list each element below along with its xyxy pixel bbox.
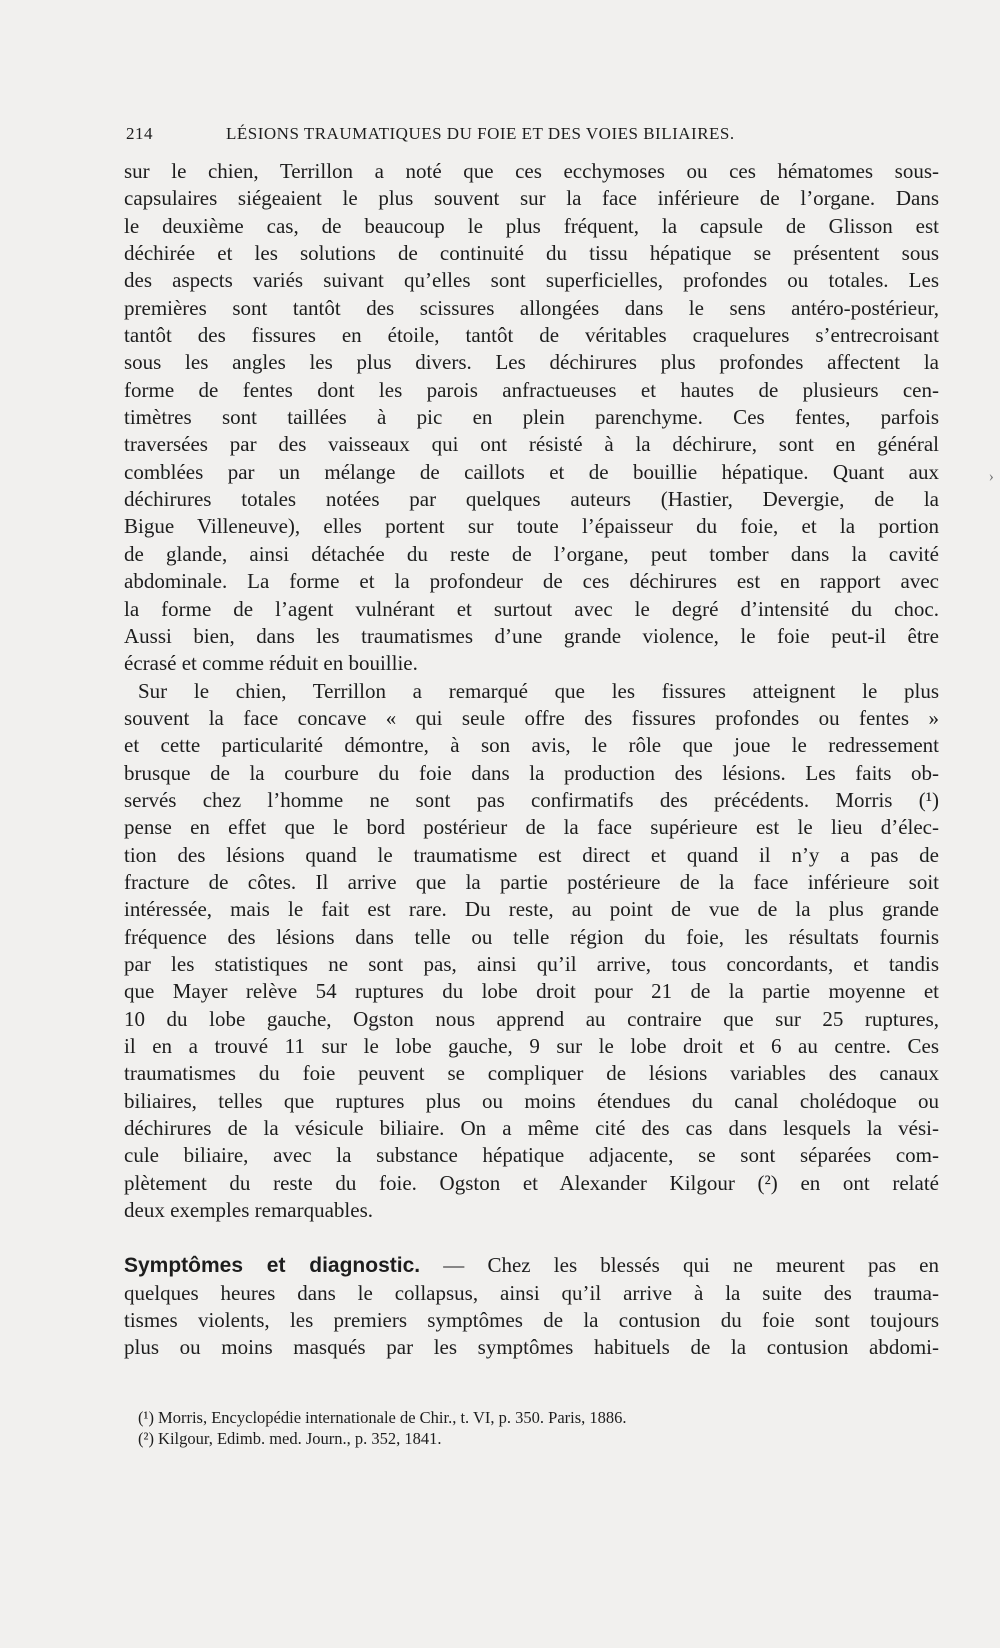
text-line: tion des lésions quand le traumatisme est direct et quand il n’y a pas de <box>124 842 939 867</box>
text-line: le deuxième cas, de beaucoup le plus fréquent, la capsule de Glisson est <box>124 213 939 238</box>
text-line: biliaires, telles que ruptures plus ou moins étendues du canal cholédoque ou <box>124 1088 939 1113</box>
text-line: capsulaires siégeaient le plus souvent sur la face inférieure de l’organe. Dans <box>124 186 939 211</box>
text-line: écrasé et comme réduit en bouillie. <box>124 651 418 676</box>
text-line: Bigue Villeneuve), elles portent sur toute l’épaisseur du foie, et la portion <box>124 514 939 539</box>
text-line: timètres sont taillées à pic en plein parenchyme. Ces fentes, parfois <box>124 405 939 430</box>
text-line: déchirures totales notées par quelques auteurs (Hastier, Devergie, de la <box>124 487 939 512</box>
text-line: tismes violents, les premiers symptômes de la contusion du foie sont toujours <box>124 1308 939 1333</box>
text-line: et cette particularité démontre, à son avis, le rôle que joue le redressement <box>124 733 939 758</box>
text-line: sur le chien, Terrillon a noté que ces ecchymoses ou ces hématomes sous- <box>124 159 939 183</box>
paragraph-2 <box>124 678 939 1225</box>
text-line: pense en effet que le bord postérieur de la face supérieure est le lieu d’élec- <box>124 815 939 840</box>
text-line: brusque de la courbure du foie dans la production des lésions. Les faits ob- <box>124 760 939 785</box>
text-line: Aussi bien, dans les traumatismes d’une grande violence, le foie peut-il être <box>124 623 939 648</box>
text-line: deux exemples remarquables. <box>124 1198 373 1223</box>
body-text <box>124 158 939 1362</box>
running-title: LÉSIONS TRAUMATIQUES DU FOIE ET DES VOIES BILIAIRES. <box>226 124 735 143</box>
text-line: cule biliaire, avec la substance hépatique adjacente, se sont séparées com- <box>124 1143 939 1168</box>
text-line: forme de fentes dont les parois anfractueuses et hautes de plusieurs cen- <box>124 377 939 402</box>
text-line: de glande, ainsi détachée du reste de l’organe, peut tomber dans la cavité <box>124 541 939 566</box>
margin-mark: › <box>988 468 994 485</box>
text-line: traumatismes du foie peuvent se compliquer de lésions variables des canaux <box>124 1061 939 1086</box>
footnote-1: (¹) Morris, Encyclopédie internationale de Chir., t. VI, p. 350. Paris, 1886. <box>138 1408 627 1427</box>
text-line: que Mayer relève 54 ruptures du lobe droit pour 21 de la partie moyenne et <box>124 979 939 1004</box>
footnote-2: (²) Kilgour, Edimb. med. Journ., p. 352, 1841. <box>138 1429 442 1448</box>
section-symptomes <box>124 1252 939 1361</box>
text-line: fracture de côtes. Il arrive que la partie postérieure de la face inférieure soit <box>124 869 939 894</box>
text-line: Sur le chien, Terrillon a remarqué que les fissures atteignent le plus <box>138 678 939 703</box>
text-line: plus ou moins masqués par les symptômes habituels de la contusion abdomi- <box>124 1335 939 1360</box>
section-first-line: — Chez les blessés qui ne meurent pas en <box>443 1253 939 1278</box>
text-line: quelques heures dans le collapsus, ainsi qu’il arrive à la suite des trauma- <box>124 1280 939 1305</box>
page-number: 214 <box>126 124 153 143</box>
text-line: il en a trouvé 11 sur le lobe gauche, 9 sur le lobe droit et 6 au centre. Ces <box>124 1034 939 1058</box>
text-line: la forme de l’agent vulnérant et surtout avec le degré d’intensité du choc. <box>124 596 939 621</box>
footnotes <box>138 1407 938 1449</box>
text-line: fréquence des lésions dans telle ou telle région du foie, les résultats fournis <box>124 924 939 949</box>
text-line <box>124 1252 939 1279</box>
text-line: servés chez l’homme ne sont pas confirmatifs des précédents. Morris (¹) <box>124 787 939 812</box>
text-line: abdominale. La forme et la profondeur de ces déchirures est en rapport avec <box>124 569 939 594</box>
text-line: premières sont tantôt des scissures allongées dans le sens antéro-postérieur, <box>124 295 939 320</box>
text-line: traversées par des vaisseaux qui ont résisté à la déchirure, sont en général <box>124 432 939 457</box>
text-line: des aspects variés suivant qu’elles sont superficielles, profondes ou totales. Les <box>124 268 939 293</box>
text-line: déchirures de la vésicule biliaire. On a même cité des cas dans lesquels la vési- <box>124 1116 939 1141</box>
paragraph-1 <box>124 158 939 678</box>
text-line: sous les angles les plus divers. Les déchirures plus profondes affectent la <box>124 350 939 375</box>
section-heading: Symptômes et diagnostic. <box>124 1254 421 1278</box>
text-line: souvent la face concave « qui seule offre des fissures profondes ou fentes » <box>124 705 939 730</box>
text-line: intéressée, mais le fait est rare. Du reste, au point de vue de la plus grande <box>124 897 939 922</box>
text-line: plètement du reste du foie. Ogston et Alexander Kilgour (²) en ont relaté <box>124 1170 939 1195</box>
text-line: tantôt des fissures en étoile, tantôt de véritables craquelures s’entrecroisant <box>124 323 939 348</box>
text-line: 10 du lobe gauche, Ogston nous apprend au contraire que sur 25 ruptures, <box>124 1006 939 1031</box>
text-line: comblées par un mélange de caillots et de bouillie hépatique. Quant aux <box>124 459 939 484</box>
text-line: déchirée et les solutions de continuité du tissu hépatique se présentent sous <box>124 241 939 266</box>
text-line: par les statistiques ne sont pas, ainsi qu’il arrive, tous concordants, et tandis <box>124 951 939 976</box>
